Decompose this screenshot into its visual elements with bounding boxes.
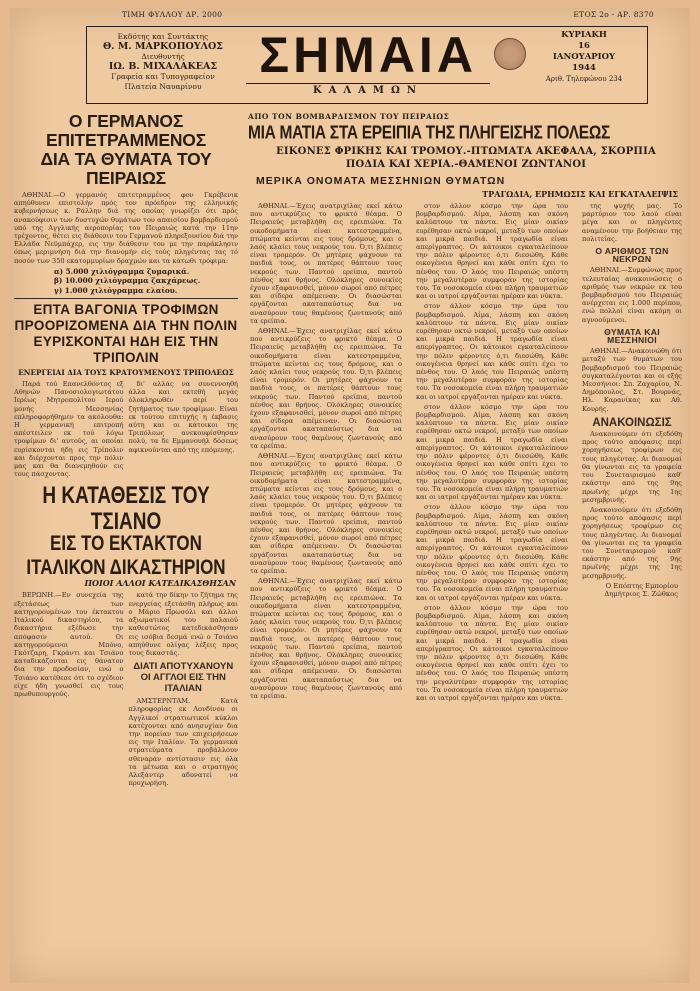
article-text: ΑΘΗΝΑΙ.—Συμφώνως προς τελευταίας ανακοινώσεις ο αριθμός των νεκρών εκ του βομβαρδισμού του Πειραιώς ανέρχεται εις 1.000 περίπου, ενώ πολλοί είναι ακόμη οι αγνοούμενοι. (582, 266, 682, 324)
deck-line: ΕΙΚΟΝΕΣ ΦΡΙΚΗΣ ΚΑΙ ΤΡΟΜΟΥ.-ΠΤΩΜΑΤΑ ΑΚΕΦΑΛΑ, ΣΚΟΡΠΙΑ (276, 146, 656, 157)
office-label: Γραφεία και Τυπογραφείον (111, 72, 215, 81)
article-text: στον άλλον κόσμο την ώρα του βομβαρδισμού. Αίμα, λάσπη και σκόνη καλύπτουν τα πάντα. Εις μίαν οικίαν ευρέθησαν οκτώ νεκροί, μεταξύ των οποίων και μικρά παιδιά. Η τραγωδία είναι απερίγραπτος. Οι κάτοικοι εγκαταλείπουν την πόλιν φέροντες ό,τι διεσώθη. Κάθε οικογένεια θρηνεί και κάθε σπίτι έχει το πένθος του. Ο λαός του Πειραιώς υπέστη την μεγαλυτέραν συμφοράν της ιστορίας του. Τα νοσοκομεία είναι πλήρη τραυματιών και οι ιατροί εργάζονται ημέραν και νύκτα. (416, 402, 568, 502)
masthead-editors (92, 32, 234, 92)
newspaper-title (246, 28, 490, 98)
subheadline: ΕΝΕΡΓΕΙΑΙ ΔΙΑ ΤΟΥΣ ΚΡΑΤΟΥΜΕΝΟΥΣ ΤΡΙΠΟΛΕΩΣ (18, 368, 234, 378)
article-text: στον άλλον κόσμο την ώρα του βομβαρδισμού. Αίμα, λάσπη και σκόνη καλύπτουν τα πάντα. Εις μίαν οικίαν ευρέθησαν οκτώ νεκροί, μεταξύ των οποίων και μικρά παιδιά. Η τραγωδία είναι απερίγραπτος. Οι κάτοικοι εγκαταλείπουν την πόλιν φέροντες ό,τι διεσώθη. Κάθε οικογένεια θρηνεί και κάθε σπίτι έχει το πένθος του. Ο λαός του Πειραιώς υπέστη την μεγαλυτέραν συμφοράν της ιστορίας του. Τα νοσοκομεία είναι πλήρη τραυματιών και οι ιατροί εργάζονται ημέραν και νύκτα. (416, 302, 568, 401)
deck (246, 145, 686, 171)
title-name: ΣΗΜΑΙΑ (259, 27, 477, 83)
section-head: ΘΥΜΑΤΑ ΚΑΙ ΜΕΣΣΗΝΙΟΙ (604, 326, 660, 346)
deck-line: ΠΟΔΙΑ ΚΑΙ ΧΕΡΙΑ.-ΘΑΜΕΝΟΙ ΖΩΝΤΑΝΟΙ (345, 159, 587, 170)
list-item: γ) 1.000 χιλιόγραμμα ελαίου. (54, 285, 178, 295)
kicker: ΑΠΟ ΤΟΝ ΒΟΜΒΑΡΔΙΣΜΟΝ ΤΟΥ ΠΕΙΡΑΙΩΣ (248, 112, 450, 121)
divider (14, 298, 238, 299)
article-text: ΑΘΗΝΑΙ.—Έχεις ανατριχίλας εκεί κάτω που αντικρύζεις το φρικτό θέαμα. Ο Πειραιεύς μεταβλήθη εις ερειπιώνα. Τα οικοδομήματα είναι κατεστραμμένα, πτώματα κείνται εις τους δρόμους, και ο λαός κλαίει τους νεκρούς του. Ό,τι βλέπεις είναι τρομερόν. Οι μητέρες ψάχνουν τα παιδιά τους, οι πατέρες θάπτουν τους νεκρούς των. Παντού ερείπια, παντού πένθος και θρήνος. Ολόκληρες συνοικίες έχουν εξαφανισθεί, μόνον σωροί από πέτρες και σίδερα απέμειναν. Οι διασώσται εργάζονται ακαταπαύστως δια να ανασύρουν τους θαμένους ζωντανούς από τα ερείπια. (250, 202, 402, 325)
article-text: ΑΘΗΝΑΙ.—Ανακοινώθη ότι μεταξύ των θυμάτων του βομβαρδισμού του Πειραιώς συγκαταλέγονται και οι εξής Μεσσήνιοι: Σπ. Ζαχαρίου, Ν. Δημόπουλος, Στ. Βουρνάς, Ηλ. Καρανίκας και Αθ. Κουρής. (582, 347, 682, 413)
headline-line: Ο ΓΕΡΜΑΝΟΣ ΕΠΙΤΕΤΡΑΜΜΕΝΟΣ (45, 111, 206, 150)
article-text: στον άλλον κόσμο την ώρα του βομβαρδισμού. Αίμα, λάσπη και σκόνη καλύπτουν τα πάντα. Εις μίαν οικίαν ευρέθησαν οκτώ νεκροί, μεταξύ των οποίων και μικρά παιδιά. Η τραγωδία είναι απερίγραπτος. Οι κάτοικοι εγκαταλείπουν την πόλιν φέροντες ό,τι διεσώθη. Κάθε οικογένεια θρηνεί και κάθε σπίτι έχει το πένθος του. Ο λαός του Πειραιώς υπέστη την μεγαλυτέραν συμφοράν της ιστορίας του. Τα νοσοκομεία είναι πλήρη τραυματιών και οι ιατροί εργάζονται ημέραν και νύκτα. (416, 603, 568, 702)
deck-names: ΜΕΡΙΚΑ ΟΝΟΜΑΤΑ ΜΕΣΣΗΝΙΩΝ ΘΥΜΑΤΩΝ (256, 175, 506, 187)
article-text: δι' αλλάς να συνεννοηθή άλλα και εκτεθή μεγάς όλοκληρωθέν περί του ζητήματος των τροφίμων. Είναι εκ τούτου επιτυχής η έκβασις αύτη και οι κάτοικοι της Τριπόλεως ανεκουφίσθησαν πολύ, τα δε Εμμανουήλ δόσεως αφικνούνται από της επόμενης. (128, 380, 238, 454)
article-body (14, 191, 238, 265)
headline-piraeus: ΜΙΑ ΜΑΤΙΑ ΣΤΑ ΕΡΕΙΠΙΑ ΤΗΣ ΠΛΗΓΕΙΣΗΣ ΠΟΛΕΩΣ (248, 123, 610, 144)
editor-name: Θ. Μ. ΜΑΡΚΟΠΟΥΛΟΣ (103, 41, 223, 52)
article-text: κατά την δίκην το ζήτημα της ενεργείας εξετάσθη πλήρως και ο Μάριο Πρωσόλι και άλλοι αξιωματικοί του παλαιού καθεστώτος κατεδικάσθησαν εις ισόβια δεσμά ενώ ο Τσιάνο απηύθυνε ολίγας λέξεις προς τους δικαστάς. (128, 591, 238, 657)
date-day: 16 (578, 41, 590, 51)
right-area (246, 112, 686, 704)
date-year: 1944 (572, 63, 596, 73)
editor-label: Εκδότης και Συντάκτης (117, 32, 209, 41)
deck-tragedy: ΤΡΑΓΩΔΙΑ, ΕΡΗΜΩΣΙΣ ΚΑΙ ΕΓΚΑΤΑΛΕΙΨΙΣ (482, 189, 678, 199)
inline-headline: ΔΙΑΤΙ ΑΠΟΤΥΧΑΝΟΥΝ ΟΙ ΑΓΓΛΟΙ ΕΙΣ ΤΗΝ ΙΤΑΛΙΑΝ (133, 661, 234, 695)
column-1 (250, 202, 402, 704)
announcement-head: ΑΝΑΚΟΙΝΩΣΙΣ (592, 416, 672, 429)
issue-price: ΤΙΜΗ ΦΥΛΛΟΥ ΔΡ. 2000 (122, 10, 223, 19)
masthead-date (526, 30, 642, 85)
date-month: ΙΑΝΟΥΑΡΙΟΥ (552, 52, 616, 62)
article-columns (246, 202, 686, 704)
seal-icon (494, 38, 526, 70)
article-text: Ανακοινούμεν ότι εξεδόθη προς τούτο απόφασις περί χορηγήσεως τροφίμων εις τους πληγέντας. Αι διανομαί θα γίνωνται εις τα γραφεία του Συνεταιρισμού καθ' εκάστην από της 9ης πρωϊνής μέχρι της 1ης μεσημβρινής. (582, 430, 682, 504)
article-text: ΑΘΗΝΑΙ.—Έχεις ανατριχίλας εκεί κάτω που αντικρύζεις το φρικτό θέαμα. Ο Πειραιεύς μεταβλήθη εις ερειπιώνα. Τα οικοδομήματα είναι κατεστραμμένα, πτώματα κείνται εις τους δρόμους, και ο λαός κλαίει τους νεκρούς του. Ό,τι βλέπεις είναι τρομερόν. Οι μητέρες ψάχνουν τα παιδιά τους, οι πατέρες θάπτουν τους νεκρούς των. Παντού ερείπια, παντού πένθος και θρήνος. Ολόκληρες συνοικίες έχουν εξαφανισθεί, μόνον σωροί από πέτρες και σίδερα απέμειναν. Οι διασώσται εργάζονται ακαταπαύστως δια να ανασύρουν τους θαμένους ζωντανούς από τα ερείπια. (250, 327, 402, 450)
headline-line: ΕΠΤΑ ΒΑΓΟΝΙΑ ΤΡΟΦΙΜΩΝ (33, 302, 219, 318)
column-3 (582, 202, 682, 704)
headline-line: ΔΙΑ ΤΑ ΘΥΜΑΤΑ ΤΟΥ ΠΕΙΡΑΙΩΣ (40, 149, 212, 188)
masthead (86, 26, 646, 108)
subheadline: ΠΟΙΟΙ ΑΛΛΟΙ ΚΑΤΕΔΙΚΑΣΘΗΣΑΝ (84, 578, 236, 589)
top-line (10, 10, 690, 24)
column-2 (416, 202, 568, 704)
date-weekday: ΚΥΡΙΑΚΗ (561, 30, 607, 40)
article-text: ΑΘΗΝΑΙ.—Έχεις ανατριχίλας εκεί κάτω που αντικρύζεις το φρικτό θέαμα. Ο Πειραιεύς μεταβλήθη εις ερειπιώνα. Τα οικοδομήματα είναι κατεστραμμένα, πτώματα κείνται εις τους δρόμους, και ο λαός κλαίει τους νεκρούς του. Ό,τι βλέπεις είναι τρομερόν. Οι μητέρες ψάχνουν τα παιδιά τους, οι πατέρες θάπτουν τους νεκρούς των. Παντού ερείπια, παντού πένθος και θρήνος. Ολόκληρες συνοικίες έχουν εξαφανισθεί, μόνον σωροί από πέτρες και σίδερα απέμειναν. Οι διασώσται εργάζονται ακαταπαύστως δια να ανασύρουν τους θαμένους ζωντανούς από τα ερείπια. (250, 577, 402, 700)
article-text: στον άλλον κόσμο την ώρα του βομβαρδισμού. Αίμα, λάσπη και σκόνη καλύπτουν τα πάντα. Εις μίαν οικίαν ευρέθησαν οκτώ νεκροί, μεταξύ των οποίων και μικρά παιδιά. Η τραγωδία είναι απερίγραπτος. Οι κάτοικοι εγκαταλείπουν την πόλιν φέροντες ό,τι διεσώθη. Κάθε οικογένεια θρηνεί και κάθε σπίτι έχει το πένθος του. Ο λαός του Πειραιώς υπέστη την μεγαλυτέραν συμφοράν της ιστορίας του. Τα νοσοκομεία είναι πλήρη τραυματιών και οι ιατροί εργάζονται ημέραν και νύκτα. (416, 503, 568, 602)
headline-line: ΠΡΟΟΡΙΖΟΜΕΝΑ ΔΙΑ ΤΗΝ ΠΟΛΙΝ (14, 318, 238, 334)
newspaper-page (10, 8, 690, 983)
article-body-two-col (14, 591, 238, 789)
article-text: Παρά τού Επανελθόντος εξ Αθηνών Πανοσιολογιωτάτου Ιερέως Μητροπολίτου Ιερού μονής Μεσσηνίας επληροφορήθημεν τα ακόλουθα: Η γερμανική επιτροπή απέστειλεν εκ τού λόγω τροφίμων δι' αυτούς, αι οποίαι ευρίσκονται ήδη εις Τρίπολιν και διέρχονται προς την πόλιν μας και θα διανεμηθούν εις τους πάσχοντας. (14, 380, 124, 479)
article-text: στον άλλον κόσμο την ώρα του βομβαρδισμού. Αίμα, λάσπη και σκόνη καλύπτουν τα πάντα. Εις μίαν οικίαν ευρέθησαν οκτώ νεκροί, μεταξύ των οποίων και μικρά παιδιά. Η τραγωδία είναι απερίγραπτος. Οι κάτοικοι εγκαταλείπουν την πόλιν φέροντες ό,τι διεσώθη. Κάθε οικογένεια θρηνεί και κάθε σπίτι έχει το πένθος του. Ο λαός του Πειραιώς υπέστη την μεγαλυτέραν συμφοράν της ιστορίας του. Τα νοσοκομεία είναι πλήρη τραυματιών και οι ιατροί εργάζονται ημέραν και νύκτα. (416, 202, 568, 301)
office-address: Πλατεία Ναυαρίνου (124, 82, 202, 91)
phone-number: Αριθ. Τηλεφώνου 234 (545, 75, 623, 83)
signature-block (582, 582, 678, 599)
director-name: ΙΩ. Β. ΜΙΧΑΛΑΚΕΑΣ (108, 61, 218, 72)
article-text: ΑΜΣΤΕΡΝΤΑΜ. Κατά πληροφορίας εκ Λονδίνου οι Αγγλικοί στρατιωτικοί κύκλοι κατέχονται από ανησυχίαν δια την πορείαν των επιχειρήσεων εις την Ιταλίαν. Τα γερμανικά στρατεύματα προβάλλουν σθεναράν αντίστασιν εις όλα τα μέτωπα και ο στρατηγός Αλεξάντερ αδυνατεί να προχωρήση. (128, 697, 238, 788)
headline-ciano-line2: ΕΙΣ ΤΟ ΕΚΤΑΚΤΟΝ ΙΤΑΛΙΚΟΝ ΔΙΚΑΣΤΗΡΙΟΝ (26, 531, 226, 580)
signer-name: Δημήτριος Σ. Ζώθκος (604, 590, 678, 599)
article-text: ΑΘΗΝΑΙ.—Έχεις ανατριχίλας εκεί κάτω που αντικρύζεις το φρικτό θέαμα. Ο Πειραιεύς μεταβλήθη εις ερειπιώνα. Τα οικοδομήματα είναι κατεστραμμένα, πτώματα κείνται εις τους δρόμους, και ο λαός κλαίει τους νεκρούς του. Ό,τι βλέπεις είναι τρομερόν. Οι μητέρες ψάχνουν τα παιδιά τους, οι πατέρες θάπτουν τους νεκρούς των. Παντού ερείπια, παντού πένθος και θρήνος. Ολόκληρες συνοικίες έχουν εξαφανισθεί, μόνον σωροί από πέτρες και σίδερα απέμειναν. Οι διασώσται εργάζονται ακαταπαύστως δια να ανασύρουν τους θαμένους ζωντανούς από τα ερείπια. (250, 452, 402, 575)
article-text: της ψυχής μας. Το μαρτύριον του λαού είναι μέγα και οι πληγέντες αναμένουν την βοήθειαν της πολιτείας. (582, 202, 682, 243)
left-column (10, 112, 242, 789)
headline-food-wagons (10, 302, 242, 366)
article-text: Ανακοινούμεν ότι εξεδόθη προς τούτο απόφασις περί χορηγήσεως τροφίμων εις τους πληγέντας. Αι διανομαί θα γίνωνται εις τα γραφεία του Συνεταιρισμού καθ' εκάστην από της 9ης πρωϊνής μέχρι της 1ης μεσημβρινής. (582, 505, 682, 580)
article-lead: ΑΘΗΝΑΙ.—Ο γερμανός επιτετραμμένος φον Γκρέβενικ απηύθυνεν επιστολήν πρός τον πρόεδρον της ελληνικής κυβερνήσεως κ. Ράλλην διά της οποίας γνωρίζει ότι πρός ανακούφισιν των δυστυχών θυμάτων του απαισίου βομβαρδισμού υπό της Αγγλικής αεροπορίας του Πειραιώς κατά την 11ην τρέχοντος, θέτει εις διάθεσιν του Γερμανού πληρεξουσίου διά την Ελλάδα Νεϋμπάχερ, εις την διάθεσιν του με την παράκλησιν όπως μεριμνήση διά την διανομήν είς τούς πληγέντας τας τό ποσόν των 350 εκατομμυρίων δραχμών και τα κάτωθι τρόφιμα: (14, 191, 238, 265)
director-label: Διευθυντής (141, 52, 185, 61)
food-list (54, 267, 242, 295)
list-item: β) 10.000 χιλιόγραμμα ζακχάρεως. (54, 276, 201, 286)
section-head: Ο ΑΡΙΘΜΟΣ ΤΩΝ ΝΕΚΡΩΝ (595, 246, 669, 265)
signer-title: Ο Επόπτης Εμπορίου (605, 581, 678, 590)
issue-number: ΕΤΟΣ 2ο - ΑΡ. 8370 (573, 10, 654, 19)
headline-ciano: Η ΚΑΤΑΘΕΣΙΣ ΤΟΥ ΤΣΙΑΝΟ (42, 483, 210, 536)
headline-german-envoy (10, 112, 242, 188)
title-city: ΚΑΛΑΜΩΝ (246, 83, 490, 98)
headline-line: ΕΥΡΙΣΚΟΝΤΑΙ ΗΔΗ ΕΙΣ ΤΗΝ ΤΡΙΠΟΛΙΝ (33, 334, 219, 366)
article-text: ΒΕΡΩΝΗ.—Εν συνεχεία της εξετάσεως των κατηγορουμένων του έκτακτου Ιταλικού δικαστηρίου, τα δικαστήρια εξέδωσε την απόφασιν αυτού. Οι κατηγορούμενοι Μπόνο, Γκότζαρη, Γκράντι και Τσιάνο καταδικάζονται εις θάνατον δια την προδοσίαν, ενώ ο Τσιάνο κατέθεσε ότι το σχέδιον είχε ήδη γνωσθεί εις τους πρωθυπουργούς. (14, 591, 124, 698)
article-body-two-col (14, 380, 238, 480)
list-item: α) 5.000 χιλιόγραμμα ζυμαρικά. (54, 266, 190, 276)
